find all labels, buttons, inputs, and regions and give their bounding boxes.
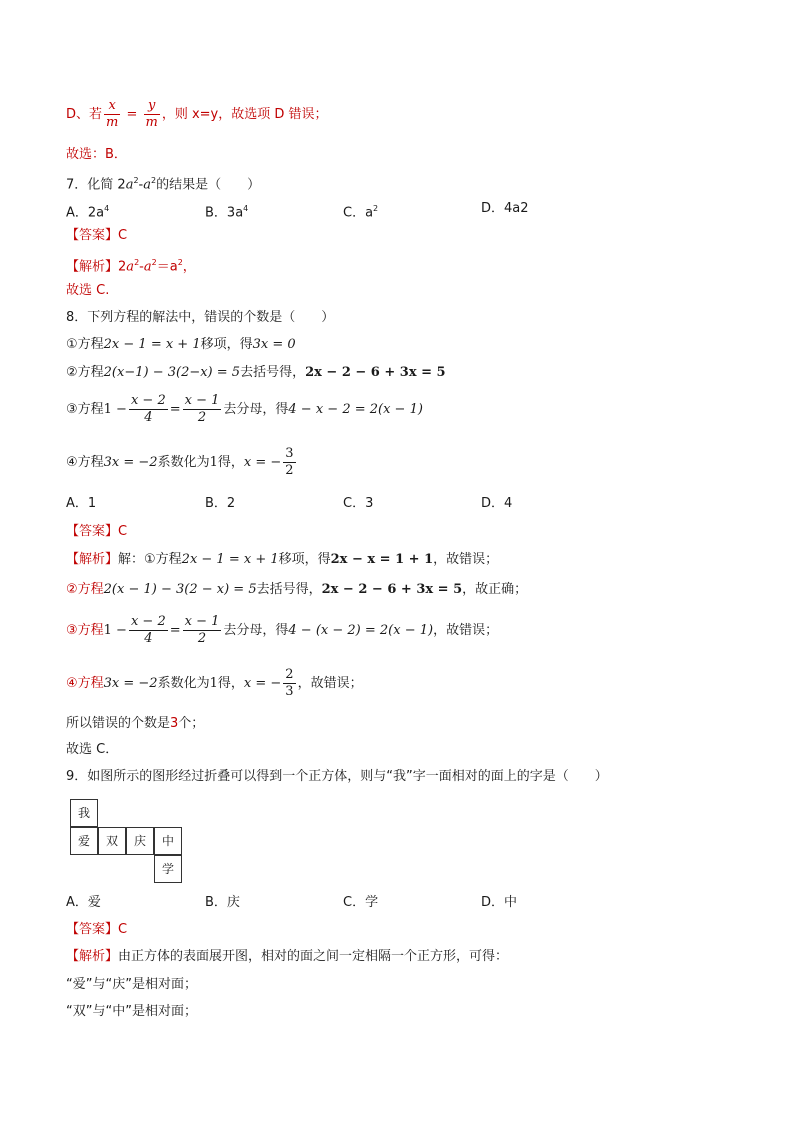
q9-option-d: D．中 (481, 895, 518, 910)
q9-option-b: B．庆 (205, 895, 240, 910)
option-d-explanation: D、若 $\frac{x}{m}$ = $\frac{y}{m}$ ，则 x=y，故选项 D 错误； (66, 98, 328, 130)
cube-net-figure (70, 799, 184, 885)
q8-analysis-2: ②方程2(x − 1) − 3(2 − x) = 5去括号得，2x − 2 − 6 + 3x = 5，故正确； (66, 582, 528, 597)
net-cell-wo: 我 (70, 799, 98, 827)
q8-option-d: D．4 (481, 496, 513, 511)
previous-choice: 故选：B． (66, 147, 127, 162)
q7-analysis: 【解析】$2a^2-a^2=a^2$， (66, 258, 196, 275)
q8-analysis-3: ③方程1 − $\frac{x - 2}{4}$ = $\frac{x - 1}{2}$ 去分母，得4 − (x − 2) = 2(x − 1)，故错误； (66, 614, 499, 646)
q8-count: 所以错误的个数是3个； (66, 716, 205, 731)
q8-analysis-1: 【解析】解：①方程2x − 1 = x + 1移项，得2x − x = 1 + 1，故错误； (66, 552, 499, 567)
q8-stem: 8．下列方程的解法中，错误的个数是（ ） (66, 310, 335, 325)
net-cell-qing: 庆 (126, 827, 154, 855)
net-cell-zhong: 中 (154, 827, 182, 855)
q7-option-d: D．4a2 (481, 201, 529, 216)
q9-option-c: C．学 (343, 895, 379, 910)
q8-item-2: ②方程2(x−1) − 3(2−x) = 5去括号得，2x − 2 − 6 + 3x = 5 (66, 365, 446, 380)
q8-option-b: B．2 (205, 496, 236, 511)
q7-option-a: A．$2a^4$ (66, 204, 110, 221)
q9-option-a: A．爱 (66, 895, 101, 910)
q8-item-4: ④方程3x = −2系数化为1得，x = − $\frac{3}{2}$ (66, 446, 294, 478)
q9-analysis: 【解析】由正方体的表面展开图，相对的面之间一定相隔一个正方形，可得： (66, 949, 509, 964)
q7-answer: 【答案】C (66, 228, 128, 243)
q7-stem: 7．化简 $2a^2-a^2$的结果是（ ） (66, 176, 261, 193)
q7-option-c: C．$a^2$ (343, 204, 379, 221)
net-cell-shuang: 双 (98, 827, 126, 855)
q8-choice: 故选 C． (66, 742, 119, 757)
q9-answer: 【答案】C (66, 922, 128, 937)
q8-item-1: ①方程2x − 1 = x + 1移项，得3x = 0 (66, 337, 296, 352)
net-cell-xue: 学 (154, 855, 182, 883)
q9-pair-2: “双”与“中”是相对面； (66, 1004, 197, 1019)
q7-option-b: B．$3a^4$ (205, 204, 249, 221)
q8-option-c: C．3 (343, 496, 374, 511)
q8-analysis-4: ④方程3x = −2系数化为1得，x = − $\frac{2}{3}$ ，故错误； (66, 667, 363, 699)
q8-item-3: ③方程1 − $\frac{x - 2}{4}$ = $\frac{x - 1}{2}$ 去分母，得4 − x − 2 = 2(x − 1) (66, 393, 423, 425)
q9-pair-1: “爱”与“庆”是相对面； (66, 977, 197, 992)
q8-option-a: A．1 (66, 496, 97, 511)
net-cell-ai: 爱 (70, 827, 98, 855)
q8-answer: 【答案】C (66, 524, 128, 539)
q7-choice: 故选 C. (66, 283, 110, 298)
q9-stem: 9．如图所示的图形经过折叠可以得到一个正方体，则与“我”字一面相对的面上的字是（ ） (66, 769, 608, 784)
